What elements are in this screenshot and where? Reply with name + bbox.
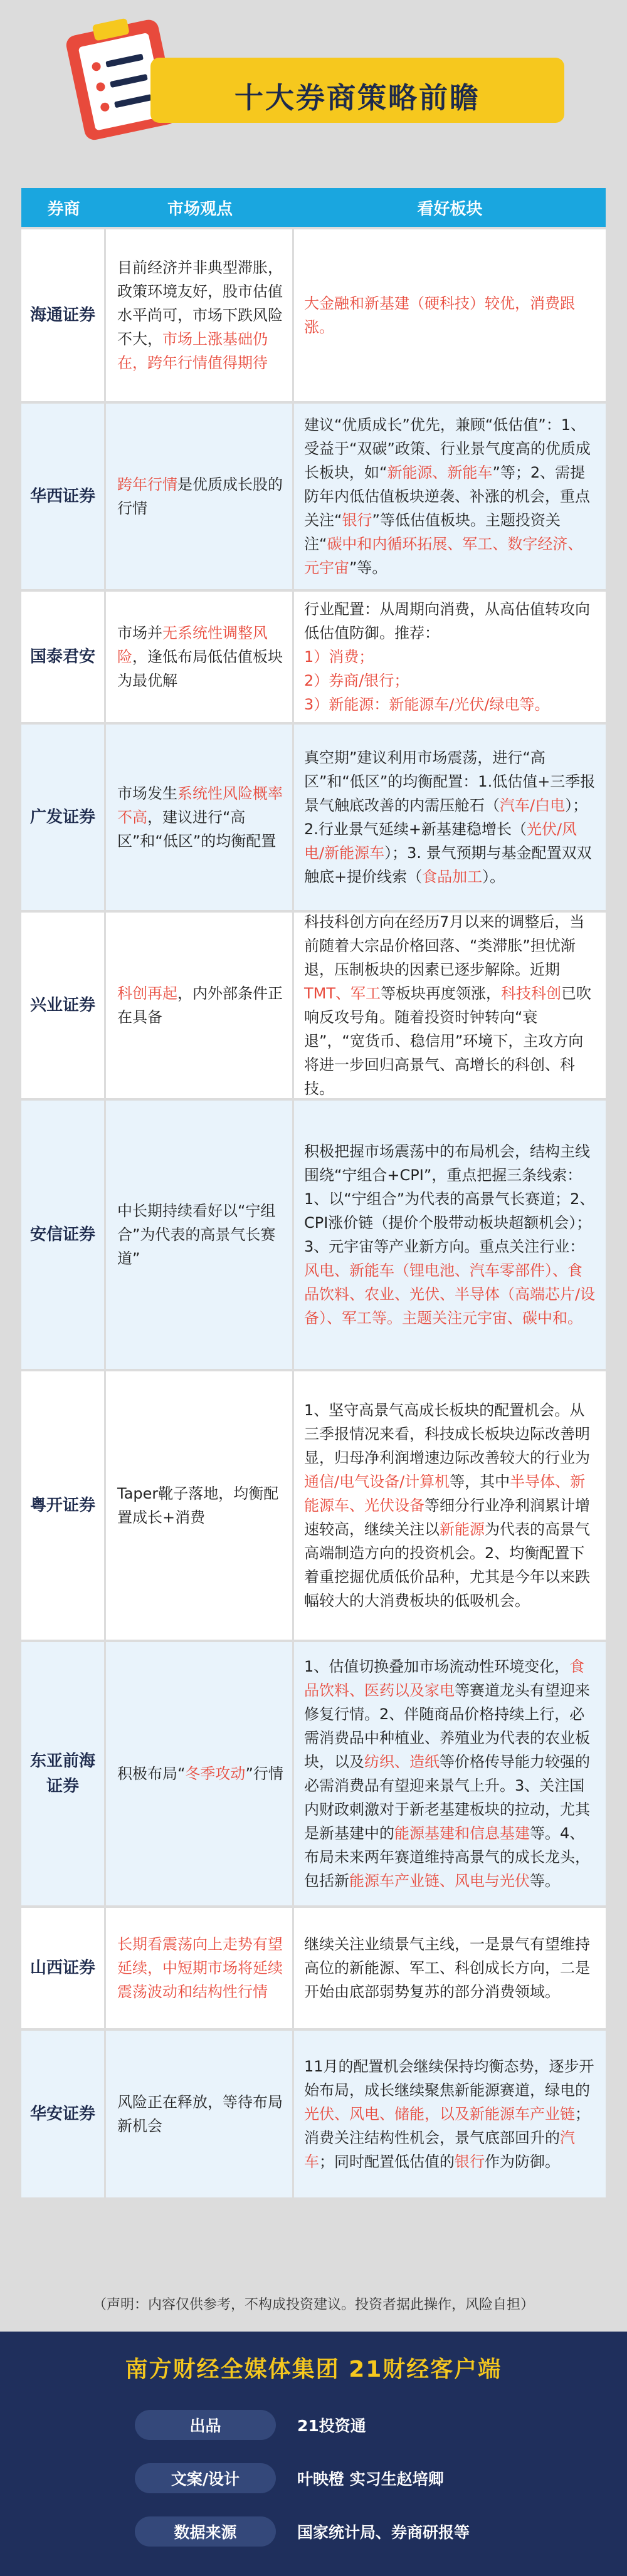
table-row <box>21 2028 606 2197</box>
footer-value-source: 国家统计局、券商研报等 <box>297 2523 470 2542</box>
favored-sectors-text: 能源基建和信息基建 <box>394 1825 530 1842</box>
table-row <box>21 1640 606 1905</box>
firm-name: 安信证券 <box>21 1101 106 1369</box>
table-row <box>21 910 606 1098</box>
market-view-text: ，内外部条件正在具备 <box>117 985 283 1026</box>
footer-title: 南方财经全媒体集团 21财经客户端 <box>125 2357 502 2382</box>
favored-sectors-text: 风电、新能车（锂电池、汽车零部件）、食品饮料、农业、光伏、半导体（高端芯片/设备）、军工等。主题关注元宇宙、碳中和。 <box>304 1262 596 1327</box>
favored-sectors-text: 等。4、布局未来两年赛道维持高景气的成长龙头，包括新 <box>304 1825 590 1890</box>
favored-sectors-text: 银行 <box>342 511 372 529</box>
header <box>0 0 627 188</box>
footer-label-producer: 出品 <box>135 2410 276 2440</box>
favored-sectors-text: ”等低估值板块。主题投资关注“ <box>304 511 561 553</box>
table-row <box>21 722 606 910</box>
favored-sectors-text: 行业配置：从周期向消费，从高估值转攻向低估值防御。推荐： <box>304 600 590 642</box>
favored-sectors-text: 为代表的高景气高端制造方向的投资机会。2、均衡配置下着重挖掘优质低价品种，尤其是今年以来跌幅较大的大消费板块的低吸机会。 <box>304 1521 590 1610</box>
favored-sectors-text: 银行 <box>455 2153 485 2170</box>
footer <box>0 2332 627 2576</box>
market-view-text: 长期看震荡向上走势有望延续，中短期市场将延续震荡波动和结构性行情 <box>117 1935 283 2001</box>
favored-sectors-text: ）。 <box>482 868 505 886</box>
market-view <box>106 592 294 722</box>
favored-sectors-text: 纺织、造纸 <box>364 1753 440 1771</box>
market-view <box>106 1371 294 1640</box>
favored-sectors-text: 科技科创方向在经历7月以来的调整后，当前随着大宗品价格回落、“类滞胀”担忧渐退，压制板块的因素已逐步解除。近期 <box>304 913 585 978</box>
table-row <box>21 1905 606 2028</box>
market-view-text: Taper靴子落地，均衡配置成长+消费 <box>117 1485 279 1526</box>
footer-row-source <box>135 2516 470 2547</box>
favored-sectors-text: 汽车/白电 <box>500 797 566 814</box>
favored-sectors-text: 能源车产业链、风电与光伏 <box>349 1872 530 1890</box>
market-view-text: 市场并 <box>117 624 162 642</box>
firm-name: 广发证券 <box>21 725 106 910</box>
favored-sectors-text: 等，其中 <box>450 1473 510 1490</box>
favored-sectors-text: 食品饮料、医药以及家电 <box>304 1658 585 1699</box>
favored-sectors-text: 半导体、新能源车、光伏设备 <box>304 1473 586 1514</box>
favored-sectors-text: ；同时配置低估值的 <box>319 2153 455 2170</box>
market-view <box>106 913 294 1098</box>
favored-sectors-text: 1、估值切换叠加市场流动性环境变化， <box>304 1658 570 1675</box>
market-view <box>106 2031 294 2197</box>
favored-sectors-text: ”等；2、需提防年内低估值板块逆袭、补涨的机会，重点关注“ <box>304 464 590 529</box>
column-header-sector: 看好板块 <box>417 199 483 219</box>
market-view-text: ，建议进行“高区”和“低区”的均衡配置 <box>117 809 277 850</box>
favored-sectors-text: 1、坚守高景气高成长板块的配置机会。从三季报情况来看，科技成长板块边际改善明显，归母净利润增速边际改善较大的行业为 <box>304 1401 590 1467</box>
favored-sectors-text: ；消费关注结构性机会，景气底部回升的 <box>304 2105 590 2147</box>
market-view-text: 跨年行情 <box>117 476 177 493</box>
favored-sectors <box>294 1908 606 2028</box>
favored-sectors-text: 汽车 <box>304 2129 575 2170</box>
favored-sectors-text: 等。 <box>530 1872 560 1890</box>
favored-sectors <box>294 404 606 589</box>
favored-sectors-text: 等价格传导能力较强的必需消费品有望迎来景气上升。3、关注国内财政刺激对于新老基建板块的拉动，尤其是新基建中的 <box>304 1753 590 1842</box>
favored-sectors-text: 11月的配置机会继续保持均衡态势，逐步开始布局，成长继续聚焦新能源赛道，绿电的 <box>304 2058 594 2099</box>
table-row <box>21 1369 606 1640</box>
table-row <box>21 401 606 589</box>
favored-sectors-text: 碳中和内循环拓展、军工、数字经济、元宇宙 <box>304 535 583 577</box>
favored-sectors-text: 科技科创 <box>501 985 562 1002</box>
market-view-text: 冬季攻动 <box>185 1765 246 1783</box>
firm-name: 山西证券 <box>21 1908 106 2028</box>
favored-sectors-text: 新能源、新能车 <box>387 464 493 481</box>
favored-sectors-text: ”等。 <box>349 559 387 577</box>
table-header <box>21 188 606 227</box>
market-view-text: 科创再起 <box>117 985 177 1002</box>
market-view-text: 中长期持续看好以“宁组合”为代表的高景气长赛道” <box>117 1202 276 1267</box>
favored-sectors-text: 食品加工 <box>422 868 483 886</box>
favored-sectors-text: 大金融和新基建（硬科技）较优，消费跟涨。 <box>304 295 575 336</box>
favored-sectors-text: 新能源 <box>440 1521 485 1538</box>
firm-name: 粤开证券 <box>21 1371 106 1640</box>
favored-sectors-text: 光伏、风电、储能，以及新能源车产业链 <box>304 2105 575 2123</box>
favored-sectors-text: 建议“优质成长”优先，兼顾“低估值”：1、受益于“双碳”政策、行业景气度高的优质成长板块，如“ <box>304 416 591 481</box>
market-view-text: ，逢低布局低估值板块为最优解 <box>117 648 283 689</box>
footer-value-producer: 21投资通 <box>297 2417 366 2435</box>
firm-name: 东亚前海证券 <box>21 1642 106 1905</box>
firm-name: 华西证券 <box>21 404 106 589</box>
market-view <box>106 725 294 910</box>
strategy-table <box>21 188 606 2197</box>
title-banner <box>150 58 564 123</box>
favored-sectors-text: TMT、军工 <box>304 985 381 1002</box>
favored-sectors-text: 积极把握市场震荡中的布局机会，结构主线围绕“宁组合+CPI”，重点把握三条线索：1、以“宁组合”为代表的高景气长赛道；2、CPI涨价链（提价个股带动板块超额机会）；3、元宇宙等产业新方向。重点关注行业： <box>304 1143 595 1255</box>
market-view <box>106 404 294 589</box>
favored-sectors-text: ）；3. 景气预期与基金配置双双触底+提价线索（ <box>304 844 592 886</box>
firm-name: 华安证券 <box>21 2031 106 2197</box>
footer-label-design: 文案/设计 <box>135 2463 276 2493</box>
page-title: 十大券商策略前瞻 <box>234 81 480 115</box>
market-view-text: 市场上涨基础仍在，跨年行情值得期待 <box>117 330 268 372</box>
favored-sectors-text: 继续关注业绩景气主线，一是景气有望维持高位的新能源、军工、科创成长方向，二是开始由底部弱势复苏的部分消费领域。 <box>304 1935 590 2001</box>
favored-sectors-text: 光伏/风电/新能源车 <box>304 820 577 862</box>
favored-sectors <box>294 2031 606 2197</box>
market-view-text: 目前经济并非典型滞胀，政策环境友好，股市估值水平尚可，市场下跌风险不大， <box>117 259 283 348</box>
market-view-text: 是优质成长股的行情 <box>117 476 283 517</box>
market-view-text: 积极布局“ <box>117 1765 186 1783</box>
market-view <box>106 229 294 401</box>
market-view <box>106 1101 294 1369</box>
favored-sectors <box>294 1642 606 1905</box>
table-row <box>21 1098 606 1369</box>
column-header-firm: 券商 <box>47 199 80 219</box>
table-body <box>21 227 606 2197</box>
favored-sectors-text: ）；2.行业景气延续+新基建稳增长（ <box>304 797 588 838</box>
favored-sectors-text: 1）消费； 2）券商/银行； 3）新能源：新能源车/光伏/绿电等。 <box>304 648 550 713</box>
favored-sectors <box>294 913 606 1098</box>
market-view <box>106 1642 294 1905</box>
favored-sectors <box>294 1371 606 1640</box>
footer-row-producer <box>135 2410 366 2440</box>
market-view-text: 无系统性调整风险 <box>117 624 268 666</box>
favored-sectors-text: 通信/电气设备/计算机 <box>304 1473 450 1490</box>
footer-label-source: 数据来源 <box>135 2516 276 2547</box>
favored-sectors-text: 已吹响反攻号角。随着投资时钟转向“衰退”，“宽货币、稳信用”环境下，主攻方向将进一步回归高景气、高增长的科创、科技。 <box>304 985 592 1097</box>
firm-name: 海通证券 <box>21 229 106 401</box>
footer-value-design: 叶映橙 实习生赵培卿 <box>297 2470 444 2488</box>
disclaimer: （声明：内容仅供参考，不构成投资建议。投资者据此操作，风险自担） <box>92 2297 534 2313</box>
favored-sectors <box>294 1101 606 1369</box>
column-header-view: 市场观点 <box>167 199 233 219</box>
favored-sectors <box>294 592 606 722</box>
favored-sectors-text: 真空期”建议利用市场震荡，进行“高区”和“低区”的均衡配置：1.低估值+三季报景气触底改善的内需压舱石（ <box>304 749 596 814</box>
table-row <box>21 589 606 722</box>
market-view-text: 风险正在释放，等待布局新机会 <box>117 2093 283 2135</box>
favored-sectors-text: 等细分行业净利润累计增速较高，继续关注以 <box>304 1497 590 1538</box>
firm-name: 国泰君安 <box>21 592 106 722</box>
table-row <box>21 227 606 401</box>
favored-sectors-text: 等赛道龙头有望迎来修复行情。2、伴随商品价格持续上行，必需消费品中种植业、养殖业为代表的农业板块，以及 <box>304 1682 590 1771</box>
market-view-text: 市场发生 <box>117 785 177 802</box>
favored-sectors <box>294 229 606 401</box>
market-view <box>106 1908 294 2028</box>
favored-sectors <box>294 725 606 910</box>
favored-sectors-text: 等板块再度领涨， <box>381 985 502 1002</box>
market-view-text: ”行情 <box>245 1765 283 1783</box>
market-view-text: 系统性风险概率不高 <box>117 785 283 826</box>
favored-sectors-text: 作为防御。 <box>485 2153 560 2170</box>
footer-row-design <box>135 2463 444 2493</box>
firm-name: 兴业证券 <box>21 913 106 1098</box>
